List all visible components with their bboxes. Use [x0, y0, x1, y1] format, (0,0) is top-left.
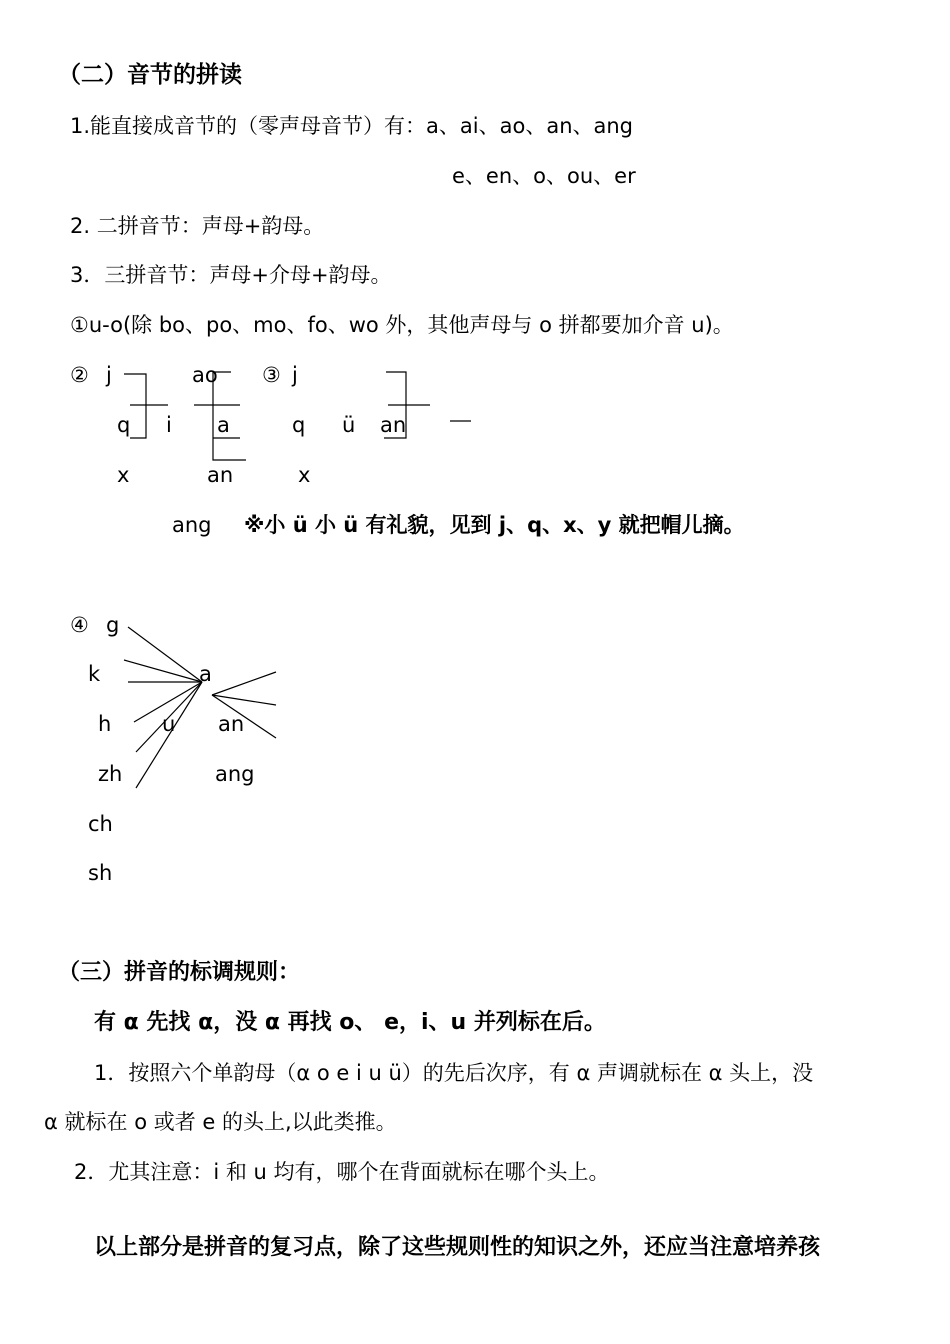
diagram4-final-an: an — [218, 712, 245, 736]
diagram2-initial-j: j — [106, 363, 112, 387]
tone-rule-rhyme: 有 α 先找 α，没 α 再找 o、 e，i、u 并列标在后。 — [94, 1010, 606, 1035]
diagram2-marker: ② — [70, 363, 89, 387]
diagram3-initial-j: j — [292, 363, 298, 387]
diagram2-final-ang: ang — [172, 513, 212, 537]
diagram2-final-ao: ao — [192, 363, 218, 387]
diagram2-initial-q: q — [117, 413, 131, 437]
diagram3-initial-q: q — [292, 413, 306, 437]
diagram4-medial-u: u — [162, 712, 176, 736]
rule-u-o-line: ①u-o(除 bo、po、mo、fo、wo 外，其他声母与 o 拼都要加介音 u)。 — [70, 313, 734, 337]
diagram4-final-ang: ang — [215, 762, 255, 786]
tone-rule-point2: 2．尤其注意：i 和 u 均有，哪个在背面就标在哪个头上。 — [74, 1160, 610, 1184]
three-part-syllable-line: 3．三拼音节：声母+介母+韵母。 — [70, 263, 392, 287]
diagram2-initial-x: x — [117, 463, 130, 487]
diagram2-final-a: a — [217, 413, 230, 437]
diagram4-initial-ch: ch — [88, 812, 113, 836]
closing-paragraph: 以上部分是拼音的复习点，除了这些规则性的知识之外，还应当注意培养孩 — [94, 1235, 821, 1260]
section-heading-syllable-reading: （二）音节的拼读 — [58, 62, 242, 88]
diagram3-final-an: an — [380, 413, 407, 437]
diagram4-initial-k: k — [88, 662, 101, 686]
section-heading-tone-rules: （三）拼音的标调规则： — [58, 960, 301, 985]
tone-rule-point1-cont: α 就标在 o 或者 e 的头上,以此类推。 — [44, 1110, 397, 1134]
diagram4-final-a: a — [199, 662, 212, 686]
diagram3-medial-u-umlaut: ü — [342, 413, 356, 437]
diagram4-marker: ④ — [70, 613, 89, 637]
diagram2-final-an: an — [207, 463, 234, 487]
umlaut-rhyme: ※小 ü 小 ü 有礼貌，见到 j、q、x、y 就把帽儿摘。 — [244, 513, 745, 537]
diagram4-initial-sh: sh — [88, 861, 113, 885]
tone-rule-point1: 1．按照六个单韵母（α o e i u ü）的先后次序，有 α 声调就标在 α 头上，没 — [94, 1061, 814, 1085]
zero-initial-syllables-line: 1.能直接成音节的（零声母音节）有：a、ai、ao、an、ang — [70, 114, 634, 138]
diagram4-initial-zh: zh — [98, 762, 123, 786]
diagram4-initial-g: g — [106, 613, 120, 637]
two-part-syllable-line: 2. 二拼音节：声母+韵母。 — [70, 214, 325, 238]
diagram4-initial-h: h — [98, 712, 112, 736]
diagram3-initial-x: x — [298, 463, 311, 487]
zero-initial-syllables-line-cont: e、en、o、ou、er — [452, 164, 636, 188]
diagram2-medial-i: i — [166, 413, 172, 437]
diagram3-marker: ③ — [262, 363, 281, 387]
